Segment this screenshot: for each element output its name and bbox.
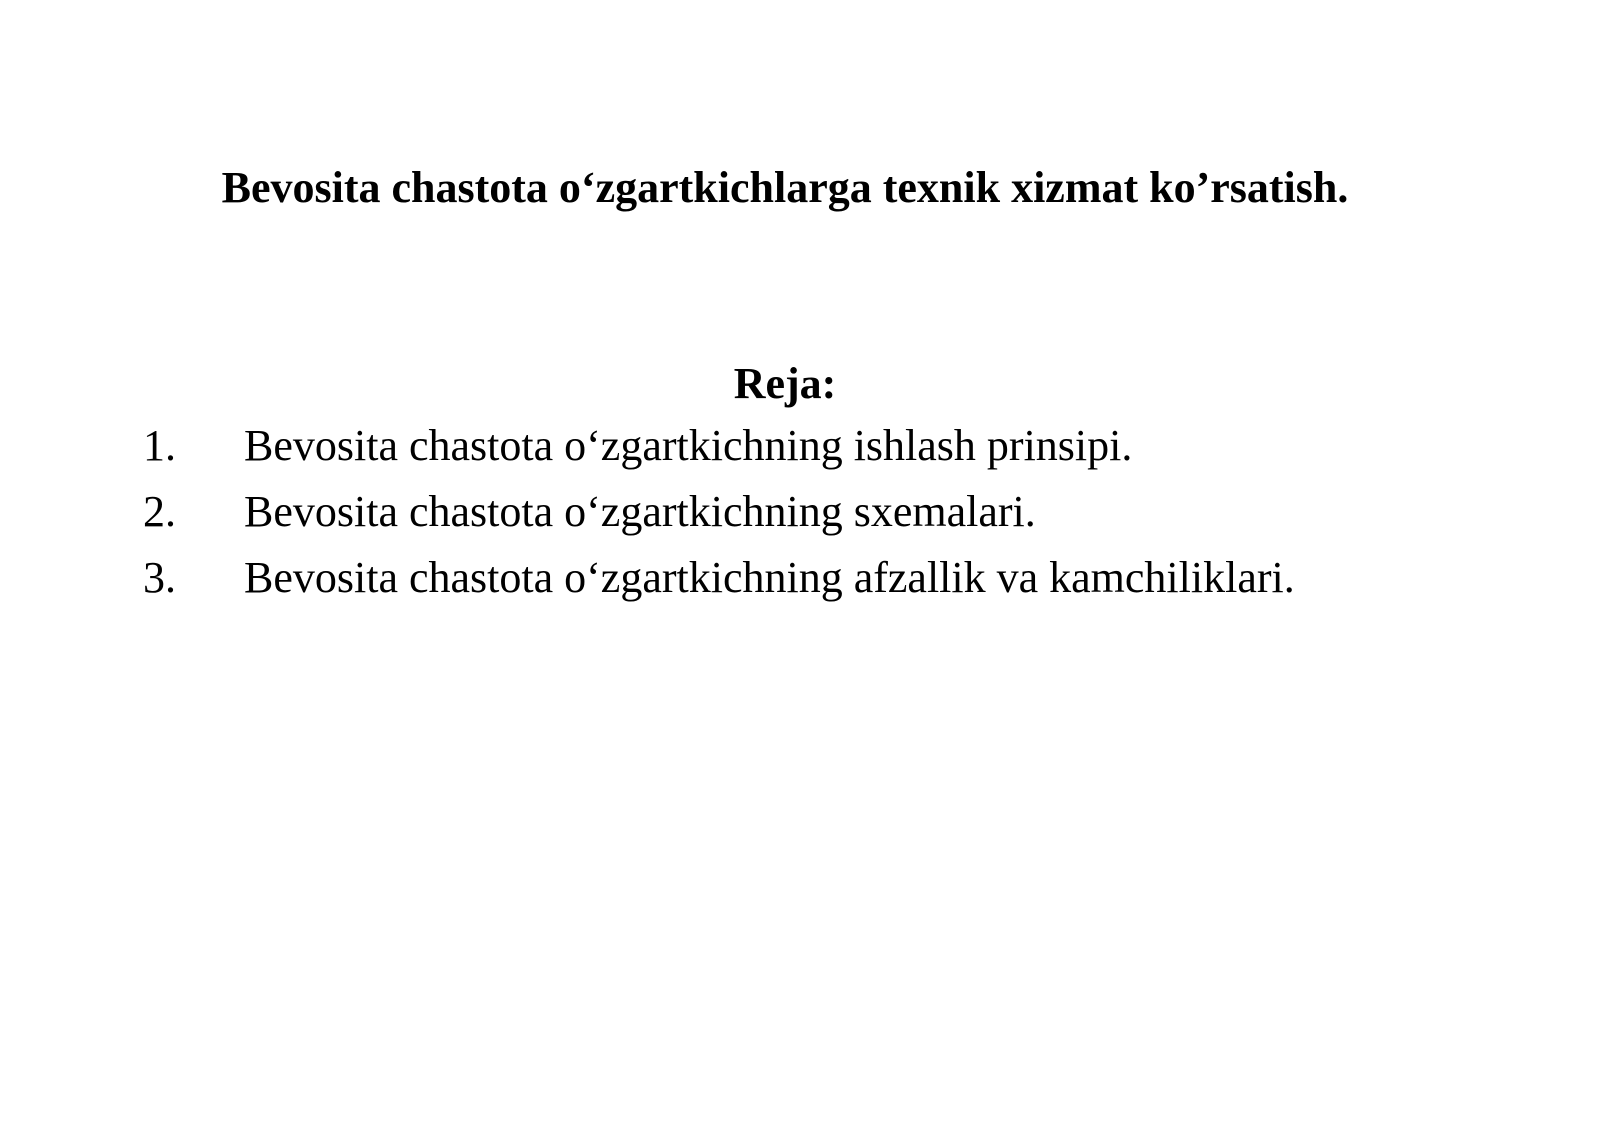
plan-list bbox=[0, 418, 1600, 616]
plan-item-text: Bevosita chastota o‘zgartkichning ishlash prinsipi. bbox=[244, 421, 1133, 470]
plan-item-number: 1. bbox=[143, 421, 176, 470]
plan-item-text: Bevosita chastota o‘zgartkichning afzallik va kamchiliklari. bbox=[244, 553, 1295, 602]
plan-item bbox=[0, 550, 1600, 616]
document-title: Bevosita chastota o‘zgartkichlarga texnik xizmat ko’rsatish. bbox=[221, 163, 1349, 212]
plan-item-text: Bevosita chastota o‘zgartkichning sxemalari. bbox=[244, 487, 1036, 536]
plan-heading: Reja: bbox=[733, 359, 837, 408]
plan-item bbox=[0, 484, 1600, 550]
plan-item-number: 3. bbox=[143, 553, 176, 602]
plan-item-number: 2. bbox=[143, 487, 176, 536]
plan-item bbox=[0, 418, 1600, 484]
